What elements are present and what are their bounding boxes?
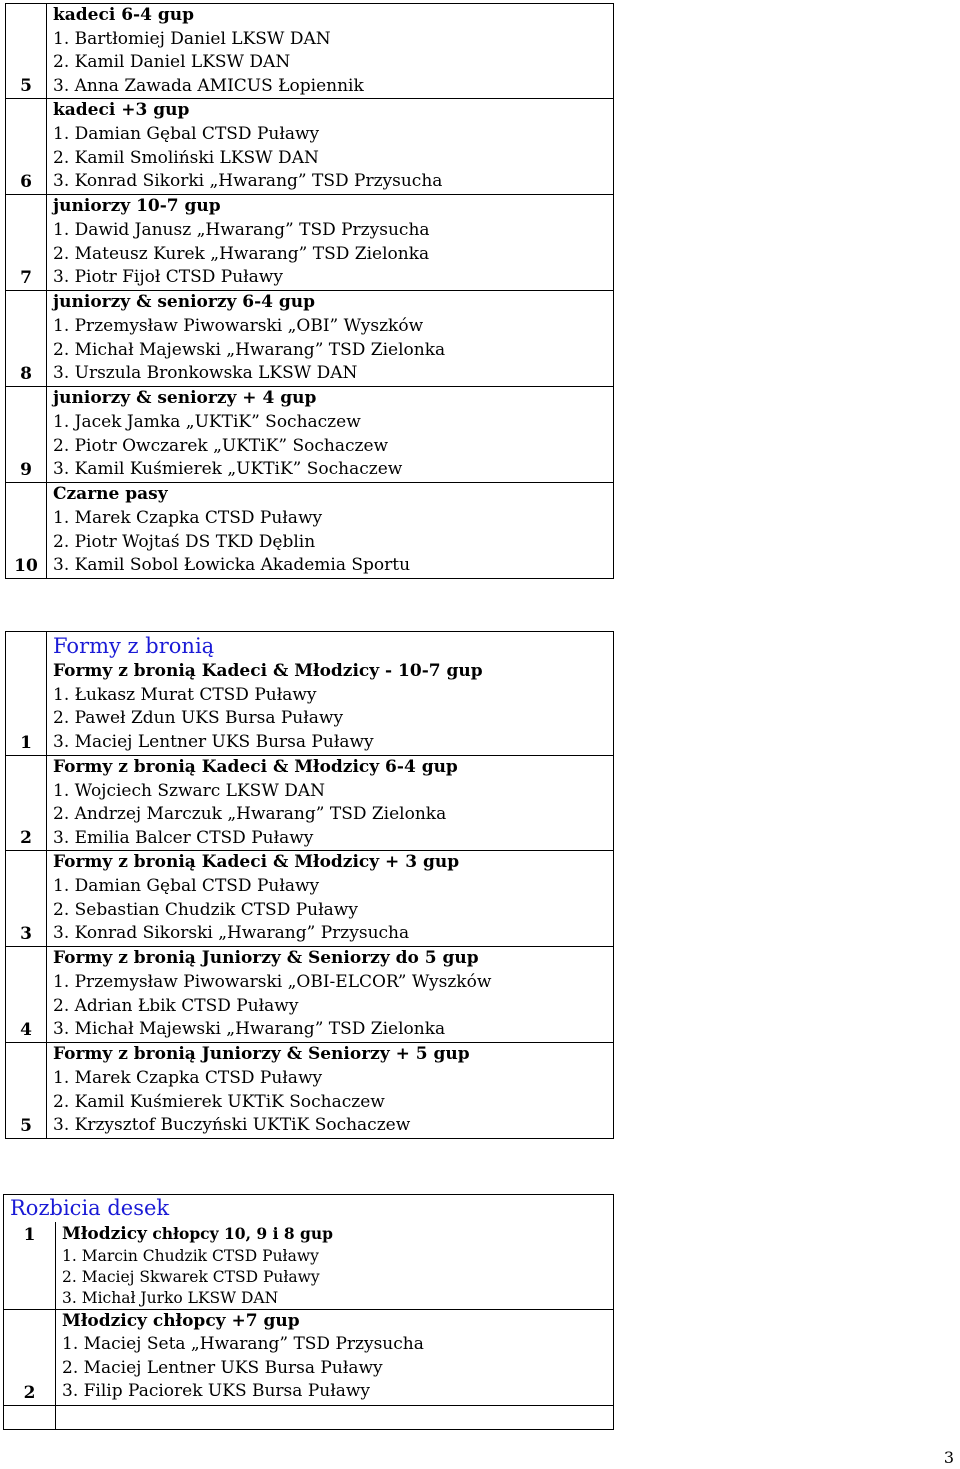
category-title: juniorzy & seniorzy + 4 gup [53, 388, 317, 409]
category-title: Czarne pasy [53, 484, 168, 505]
place-1: 1. Dawid Janusz „Hwarang” TSD Przysucha [53, 219, 430, 240]
table-row [6, 387, 614, 483]
table-row [6, 483, 614, 579]
row-content [47, 1043, 614, 1138]
place-3: 3. Michał Jurko LKSW DAN [62, 1288, 279, 1307]
category-title [62, 1222, 613, 1246]
place-1: 1. Jacek Jamka „UKTiK” Sochaczew [53, 411, 361, 432]
row-number: 7 [6, 195, 47, 291]
place-2: 2. Adrian Łbik CTSD Puławy [53, 995, 299, 1016]
category-title-rest: chłopcy 10, 9 i 8 gup [146, 1223, 333, 1243]
row-number: 5 [6, 1043, 47, 1138]
place-2: 2. Paweł Zdun UKS Bursa Puławy [53, 708, 344, 729]
row-content [47, 851, 614, 947]
place-3: 3. Kamil Sobol Łowicka Akademia Sportu [53, 555, 411, 576]
place-1: 1. Maciej Seta „Hwarang” TSD Przysucha [62, 1334, 424, 1355]
place-3: 3. Kamil Kuśmierek „UKTiK” Sochaczew [53, 459, 403, 480]
place-1: 1. Wojciech Szwarc LKSW DAN [53, 780, 325, 801]
table-row [6, 291, 614, 387]
place-1: 1. Marek Czapka CTSD Puławy [53, 507, 323, 528]
place-3: 3. Krzysztof Buczyński UKTiK Sochaczew [53, 1115, 411, 1136]
place-2: 2. Piotr Wojtaś DS TKD Dęblin [53, 531, 316, 552]
row-number-text: 1 [23, 1224, 36, 1245]
place-1: 1. Łukasz Murat CTSD Puławy [53, 684, 317, 705]
row-content [47, 483, 614, 579]
category-title: juniorzy 10-7 gup [53, 196, 221, 217]
place-3: 3. Piotr Fijoł CTSD Puławy [53, 267, 283, 288]
table-row [6, 195, 614, 291]
results-table-weapons [5, 631, 614, 1139]
row-content [47, 632, 614, 756]
category-title: kadeci +3 gup [53, 100, 190, 121]
place-1: 1. Damian Gębal CTSD Puławy [53, 875, 320, 896]
row-number: 2 [6, 756, 47, 851]
row-number [4, 1309, 56, 1405]
category-title: Formy z bronią Kadeci & Młodzicy 6-4 gup [53, 757, 458, 777]
place-1: 1. Damian Gębal CTSD Puławy [53, 123, 320, 144]
place-2: 2. Kamil Smoliński LKSW DAN [53, 147, 319, 168]
empty-cell [4, 1405, 56, 1429]
row-content [47, 4, 614, 99]
table-row [6, 632, 614, 756]
place-3: 3. Maciej Lentner UKS Bursa Puławy [53, 731, 374, 752]
place-2: 2. Kamil Daniel LKSW DAN [53, 52, 291, 73]
row-content [47, 387, 614, 483]
row-number: 1 [6, 632, 47, 756]
place-2: 2. Maciej Lentner UKS Bursa Puławy [62, 1357, 383, 1378]
place-1: 1. Przemysław Piwowarski „OBI” Wyszków [53, 315, 424, 336]
place-3: 3. Urszula Bronkowska LKSW DAN [53, 363, 358, 384]
section-heading: Rozbicia desek [10, 1196, 170, 1220]
table-row [4, 1222, 614, 1310]
row-number: 5 [6, 4, 47, 99]
place-3: 3. Konrad Sikorski „Hwarang” Przysucha [53, 923, 410, 944]
place-2: 2. Sebastian Chudzik CTSD Puławy [53, 899, 358, 920]
row-content [56, 1309, 614, 1405]
category-title: Formy z bronią Juniorzy & Seniorzy + 5 gup [53, 1044, 470, 1065]
table-row [6, 947, 614, 1043]
place-3: 3. Anna Zawada AMICUS Łopiennik [53, 75, 364, 96]
heading-row [4, 1195, 614, 1222]
row-number: 9 [6, 387, 47, 483]
row-number: 10 [6, 483, 47, 579]
category-title: Formy z bronią Kadeci & Młodzicy + 3 gup [53, 852, 460, 873]
place-1: 1. Przemysław Piwowarski „OBI-ELCOR” Wyszków [53, 971, 492, 992]
category-title-bold: Młodzicy [62, 1223, 147, 1244]
results-table-1 [5, 3, 614, 579]
row-number-text: 2 [23, 1382, 36, 1403]
table-row [6, 1043, 614, 1138]
row-content [56, 1222, 614, 1310]
section-heading: Formy z bronią [53, 634, 215, 658]
category-title: Młodzicy chłopcy +7 gup [62, 1310, 300, 1331]
place-1: 1. Marcin Chudzik CTSD Puławy [62, 1246, 319, 1265]
table-row [6, 99, 614, 195]
place-1: 1. Bartłomiej Daniel LKSW DAN [53, 28, 331, 49]
category-title: Formy z bronią Juniorzy & Seniorzy do 5 gup [53, 948, 479, 969]
results-table-breaking [3, 1194, 614, 1430]
row-number [4, 1222, 56, 1310]
row-content [47, 756, 614, 851]
table-row [4, 1309, 614, 1405]
table-row-empty [4, 1405, 614, 1429]
place-3: 3. Michał Majewski „Hwarang” TSD Zielonka [53, 1019, 446, 1040]
place-2: 2. Kamil Kuśmierek UKTiK Sochaczew [53, 1091, 385, 1112]
category-title: kadeci 6-4 gup [53, 5, 194, 25]
place-3: 3. Filip Paciorek UKS Bursa Puławy [62, 1381, 371, 1402]
row-content [47, 291, 614, 387]
row-number: 3 [6, 851, 47, 947]
row-number: 4 [6, 947, 47, 1043]
empty-cell [56, 1405, 614, 1429]
place-2: 2. Piotr Owczarek „UKTiK” Sochaczew [53, 435, 389, 456]
table-row [6, 756, 614, 851]
place-3: 3. Emilia Balcer CTSD Puławy [53, 827, 314, 848]
row-content [47, 947, 614, 1043]
place-3: 3. Konrad Sikorki „Hwarang” TSD Przysucha [53, 171, 443, 192]
place-2: 2. Andrzej Marczuk „Hwarang” TSD Zielonka [53, 804, 447, 825]
category-title: Formy z bronią Kadeci & Młodzicy - 10-7 gup [53, 661, 483, 681]
place-2: 2. Michał Majewski „Hwarang” TSD Zielonka [53, 339, 446, 360]
table-row [6, 4, 614, 99]
row-number: 8 [6, 291, 47, 387]
category-title: juniorzy & seniorzy 6-4 gup [53, 292, 316, 313]
place-2: 2. Mateusz Kurek „Hwarang” TSD Zielonka [53, 243, 430, 264]
page-number: 3 [943, 1448, 954, 1467]
heading-cell [4, 1195, 614, 1222]
row-content [47, 99, 614, 195]
place-2: 2. Maciej Skwarek CTSD Puławy [62, 1267, 320, 1286]
row-number: 6 [6, 99, 47, 195]
row-content [47, 195, 614, 291]
place-1: 1. Marek Czapka CTSD Puławy [53, 1067, 323, 1088]
table-row [6, 851, 614, 947]
